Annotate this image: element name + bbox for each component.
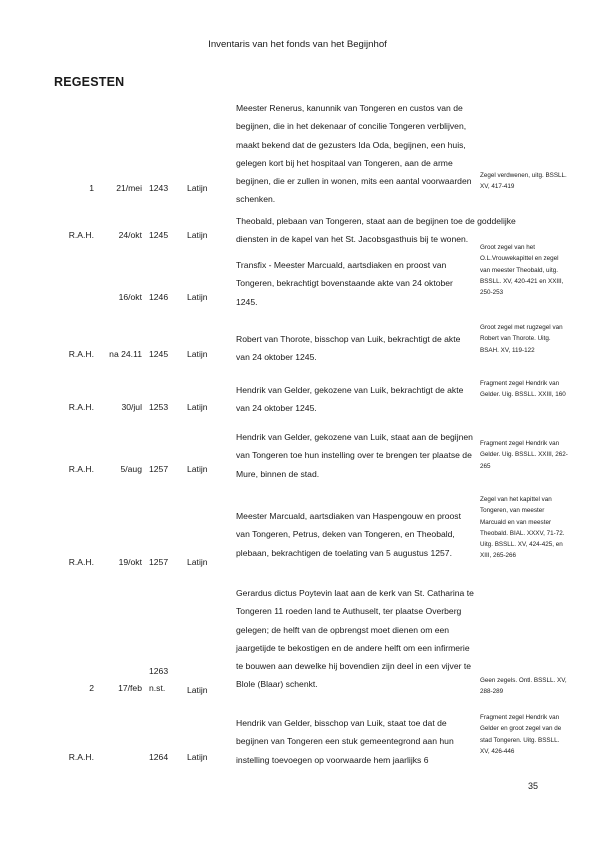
entry-date: 5/aug bbox=[120, 464, 142, 474]
entry-text: Meester Marcuald, aartsdiaken van Haspengouw en proost van Tongeren, Petrus, deken van Tongeren, en Theobald, plebaan, bekrachtigen de toelating van 5 augustus 1257. bbox=[236, 511, 461, 558]
entry-language: Latijn bbox=[187, 464, 208, 474]
entry-note: Fragment zegel Hendrik van Gelder. Uig. BSSLL. XXIII, 262-265 bbox=[480, 440, 568, 470]
entry-language: Latijn bbox=[187, 685, 208, 695]
entry-year: 1253 bbox=[149, 402, 169, 412]
page-number: 35 bbox=[528, 781, 539, 791]
entry-language: Latijn bbox=[187, 402, 208, 412]
entry-language: Latijn bbox=[187, 292, 208, 302]
entry-note: Fragment zegel Hendrik van Gelder. Uig. BSSLL. XXIII, 160 bbox=[480, 380, 566, 399]
entry-number: R.A.H. bbox=[68, 349, 94, 359]
entry-date: 24/okt bbox=[118, 230, 142, 240]
entry-year: 1257 bbox=[149, 557, 169, 567]
entry-date: 17/feb bbox=[118, 683, 142, 693]
entry-text: Gerardus dictus Poytevin laat aan de kerk van St. Catharina te Tongeren 11 roeden land te Authuselt, ter plaatse Overberg gelegen; de helft van de opbrengst moet dienen om een jaargetijde te bekostigen en de andere helft om een infirmerie te bouwen aan dewelke hij bovendien zijn deel in een vijver te Blole (Blaar) schenkt. bbox=[236, 588, 474, 690]
entry-number: R.A.H. bbox=[68, 402, 94, 412]
entry-text: Meester Renerus, kanunnik van Tongeren en custos van de begijnen, die in het dekenaar of concilie Tongeren verblijven, maakt bekend dat de gezusters Ida Oda, begijnen, een huis, gelegen kort bij het hospitaal van Tongeren, aan de arme begijnen, die er zullen in wonen, mits een aantal voorwaarden schenken. bbox=[236, 103, 472, 205]
entry-year: 1245 bbox=[149, 230, 169, 240]
entry-date: 19/okt bbox=[118, 557, 142, 567]
section-title: REGESTEN bbox=[54, 75, 125, 89]
page-header: Inventaris van het fonds van het Begijnhof bbox=[208, 39, 387, 50]
entry-note: Groot zegel van het O.L.Vrouwekapittel en zegel van meester Theobald, uitg. BSSLL. XV, 420-421 en XXIII, 250-253 bbox=[480, 244, 564, 297]
entry-text: Theobald, plebaan van Tongeren, staat aan de begijnen toe de goddelijke diensten in de kapel van het St. Jacobsgasthuis bij te wonen. bbox=[236, 216, 516, 245]
entry-number: R.A.H. bbox=[68, 230, 94, 240]
entry-date: 30/jul bbox=[121, 402, 142, 412]
entry-text: Transfix - Meester Marcuald, aartsdiaken en proost van Tongeren, bekrachtigt bovenstaande akte van 24 oktober 1245. bbox=[236, 260, 453, 307]
entry-note: Zegel verdwenen, uitg. BSSLL. XV, 417-419 bbox=[480, 172, 567, 191]
entry-note: Zegel van het kapittel van Tongeren, van meester Marcuald en van meester Theobald. BIAL. XXXV, 71-72. Uitg. BSSLL. XV, 424-425, en XIII, 265-266 bbox=[480, 496, 565, 560]
entry-language: Latijn bbox=[187, 183, 208, 193]
entry-note: Geen zegels. Ontl. BSSLL. XV, 288-289 bbox=[480, 677, 567, 696]
entry-language: Latijn bbox=[187, 349, 208, 359]
entry-text: Hendrik van Gelder, bisschop van Luik, staat toe dat de begijnen van Tongeren een stuk gemeentegrond aan hun instelling toevoegen op voorwaarde hem jaarlijks 6 bbox=[236, 718, 454, 765]
entry-number: 1 bbox=[89, 183, 94, 193]
entry-language: Latijn bbox=[187, 752, 208, 762]
entry-year-note: n.st. bbox=[149, 683, 166, 693]
entry-date: na 24.11 bbox=[109, 349, 142, 359]
entry-language: Latijn bbox=[187, 230, 208, 240]
entry-year: 1243 bbox=[149, 183, 169, 193]
entry-year: 1264 bbox=[149, 752, 169, 762]
entry-year: 1246 bbox=[149, 292, 169, 302]
entry-text: Hendrik van Gelder, gekozene van Luik, staat aan de begijnen van Tongeren toe hun instelling over te brengen ter plaatse de Mure, binnen de stad. bbox=[236, 432, 473, 479]
entry-year: 1257 bbox=[149, 464, 169, 474]
entry-year: 1245 bbox=[149, 349, 169, 359]
entry-number: R.A.H. bbox=[68, 557, 94, 567]
entry-number: R.A.H. bbox=[68, 464, 94, 474]
entry-number: R.A.H. bbox=[68, 752, 94, 762]
entry-date: 21/mei bbox=[116, 183, 142, 193]
entry-year: 1263 bbox=[149, 666, 169, 676]
entry-text: Hendrik van Gelder, gekozene van Luik, bekrachtigt de akte van 24 oktober 1245. bbox=[236, 385, 464, 414]
entry-language: Latijn bbox=[187, 557, 208, 567]
entry-text: Robert van Thorote, bisschop van Luik, bekrachtigt de akte van 24 oktober 1245. bbox=[236, 334, 461, 363]
entry-date: 16/okt bbox=[118, 292, 142, 302]
entry-number: 2 bbox=[89, 683, 94, 693]
entry-note: Groot zegel met rugzegel van Robert van Thorote. Uitg. BSAH. XV, 119-122 bbox=[480, 324, 563, 354]
entry-note: Fragment zegel Hendrik van Gelder en groot zegel van de stad Tongeren. Uitg. BSSLL. XV, 426-446 bbox=[480, 714, 562, 755]
